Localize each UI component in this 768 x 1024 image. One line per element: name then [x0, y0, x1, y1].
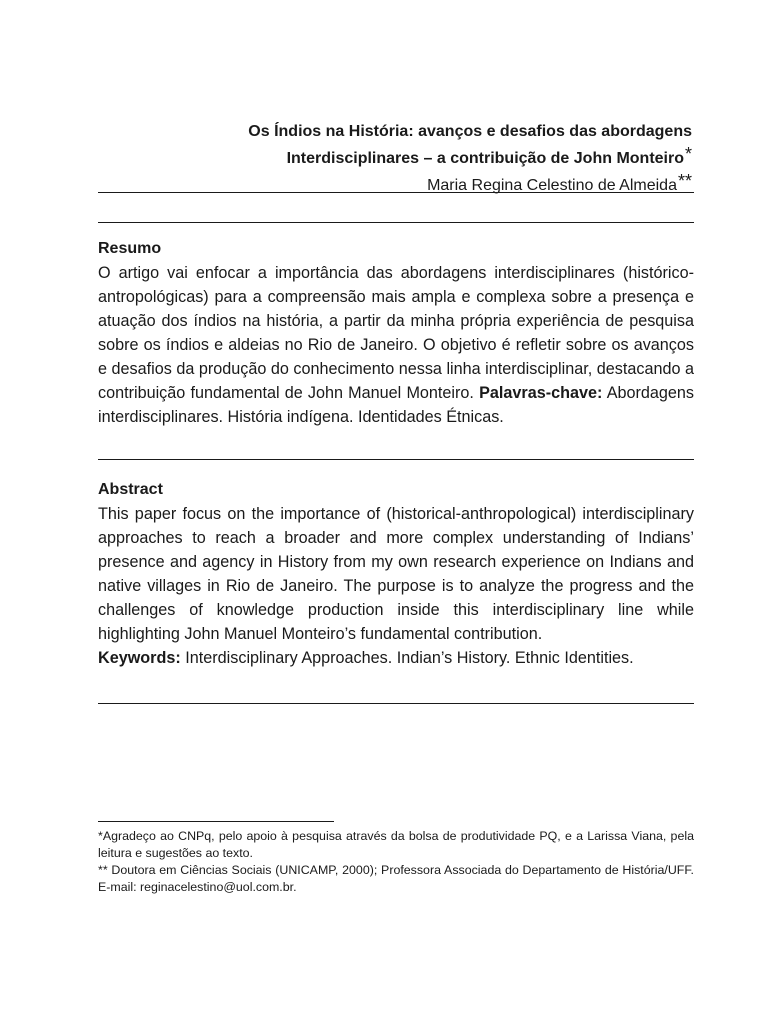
- abstract-keywords: Interdisciplinary Approaches. Indian’s History. Ethnic Identities.: [185, 649, 634, 667]
- abstract-keywords-line: [98, 646, 694, 670]
- footnote-2: ** Doutora em Ciências Sociais (UNICAMP, 2000); Professora Associada do Departamento de História/UFF. E-mail: reginacelestino@uol.com.br.: [98, 863, 694, 894]
- footnote-1: *Agradeço ao CNPq, pelo apoio à pesquisa através da bolsa de produtividade PQ, e a Larissa Viana, pela leitura e sugestões ao texto.: [98, 829, 694, 860]
- resumo-body: [98, 261, 694, 429]
- resumo-top-rule: [98, 222, 694, 223]
- article-header: [132, 120, 692, 197]
- title-line-1-text: Os Índios na História: avanços e desafios das abordagens: [248, 123, 692, 140]
- resumo-bottom-rule: [98, 459, 694, 460]
- header-rule: [98, 192, 694, 193]
- article-title-line-1: [132, 120, 692, 143]
- abstract-heading: Abstract: [98, 481, 163, 498]
- title-line-2-text: Interdisciplinares – a contribuição de John Monteiro: [286, 150, 684, 167]
- resumo-keywords: Abordagens interdisciplinares. História indígena. Identidades Étnicas.: [98, 384, 695, 426]
- title-footnote-mark: *: [684, 144, 692, 164]
- footnotes: [98, 828, 694, 896]
- abstract-body: [98, 502, 694, 646]
- article-title-line-2: [132, 143, 692, 170]
- abstract-bottom-rule: [98, 703, 694, 704]
- resumo-keywords-label: Palavras-chave:: [479, 384, 603, 402]
- author-footnote-mark: **: [677, 171, 692, 191]
- abstract-section: [98, 478, 694, 670]
- footnote-separator: [98, 821, 334, 822]
- resumo-section: [98, 237, 694, 429]
- abstract-keywords-label: Keywords:: [98, 649, 181, 667]
- author-name: Maria Regina Celestino de Almeida: [427, 177, 677, 194]
- resumo-heading: Resumo: [98, 240, 162, 257]
- resumo-text: O artigo vai enfocar a importância das abordagens interdisciplinares (histórico-antropológicas) para a compreensão mais ampla e complexa sobre a presença e atuação dos índios na história, a partir da minha própria experiência de pesquisa sobre os índios e aldeias no Rio de Janeiro. O objetivo é refletir sobre os avanços e desafios da produção do conhecimento nessa linha interdisciplinar, destacando a contribuição fundamental de John Manuel Monteiro.: [98, 264, 694, 402]
- abstract-text: This paper focus on the importance of (historical-anthropological) interdisciplinary approaches to reach a broader and more complex understanding of Indians’ presence and agency in History from my own research experience on Indians and native villages in Rio de Janeiro. The purpose is to analyze the progress and the challenges of knowledge production inside this interdisciplinary line while highlighting John Manuel Monteiro’s fundamental contribution.: [98, 505, 694, 643]
